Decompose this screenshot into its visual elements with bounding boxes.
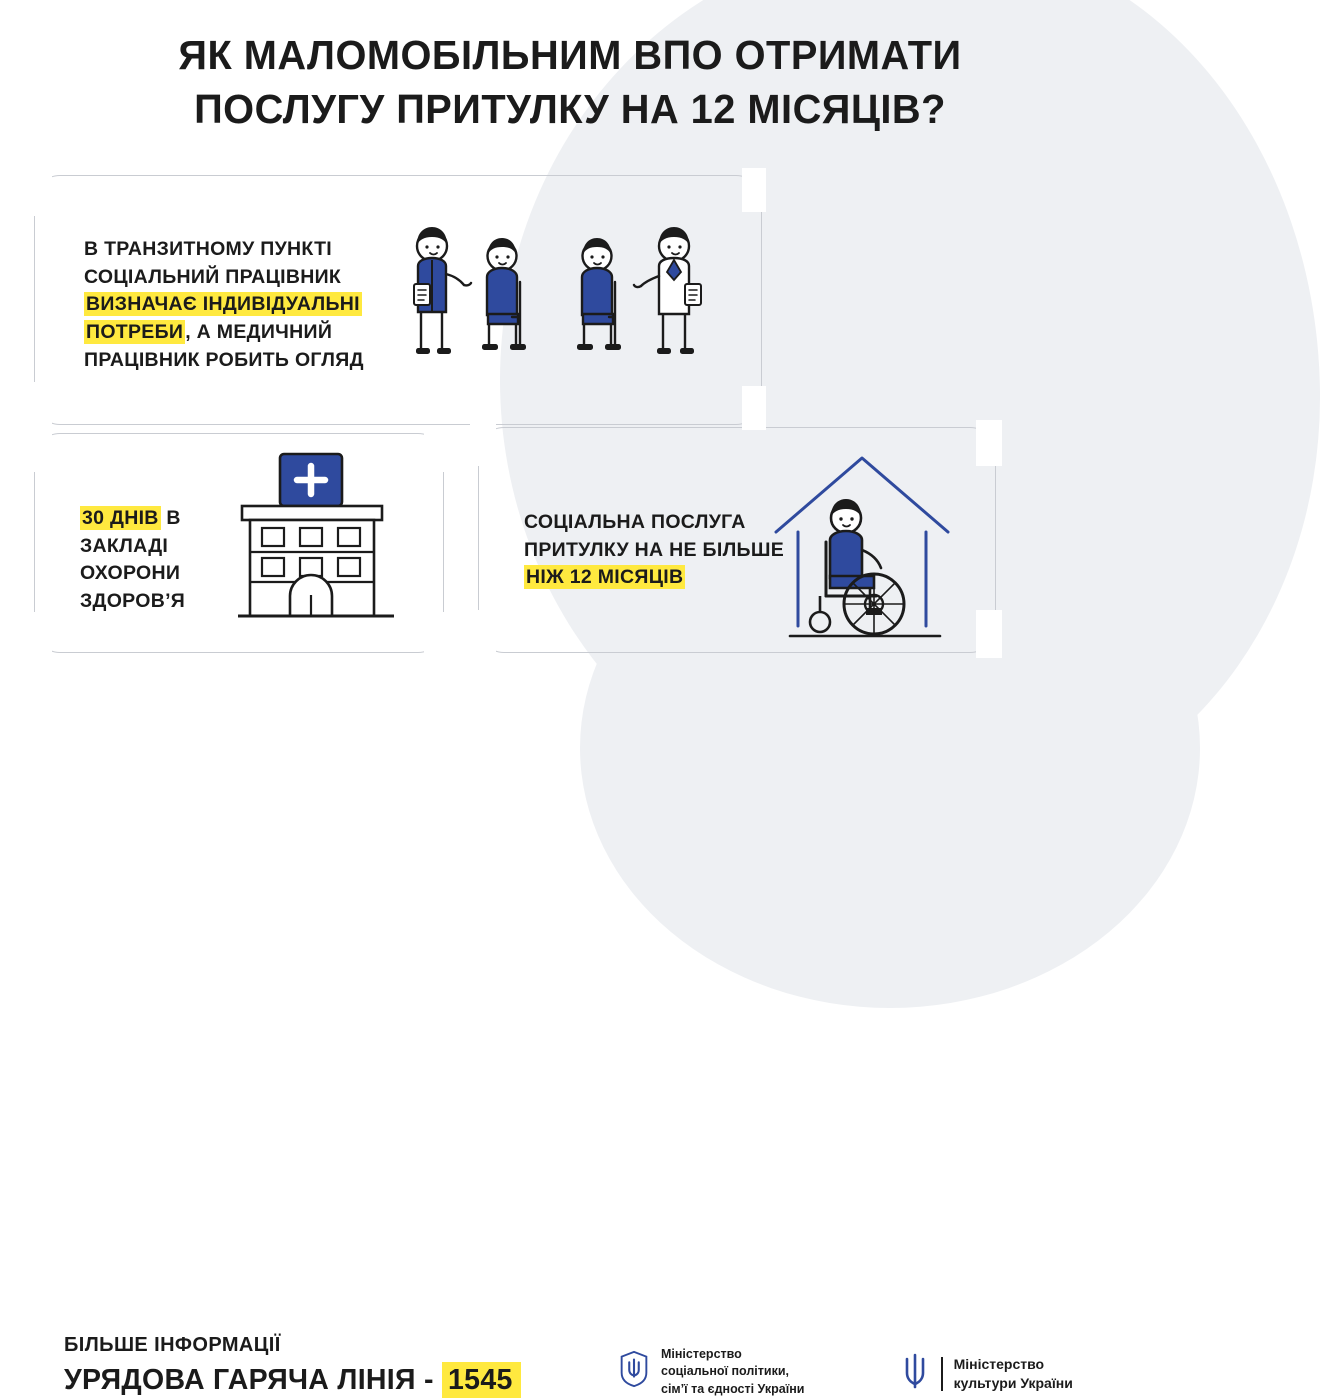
logo-line-1: Міністерство bbox=[953, 1355, 1045, 1372]
footer bbox=[0, 658, 1140, 1396]
border-mask bbox=[976, 610, 1002, 658]
hotline-number: 1545 bbox=[442, 1362, 521, 1398]
text-highlight: 30 ДНІВ bbox=[82, 507, 159, 529]
logo-line-3: сім’ї та єдності України bbox=[661, 1381, 805, 1396]
text-highlight: НІЖ 12 МІСЯЦІВ bbox=[526, 566, 684, 589]
card-health-facility-text bbox=[80, 505, 230, 616]
logo-line-2: соціальної політики, bbox=[661, 1364, 790, 1379]
text-highlight: ВИЗНАЧАЄ ІНДИВІДУАЛЬНІ ПОТРЕБИ bbox=[86, 293, 360, 344]
logo-ministry-culture bbox=[900, 1352, 1073, 1395]
border-mask bbox=[28, 612, 52, 658]
border-mask bbox=[470, 420, 496, 466]
border-mask bbox=[976, 420, 1002, 466]
hotline-label: УРЯДОВА ГАРЯЧА ЛІНІЯ - bbox=[64, 1364, 443, 1396]
logo-line-2: культури України bbox=[953, 1374, 1073, 1391]
illustration-two-consultation-scenes bbox=[392, 222, 737, 372]
tryzub-icon bbox=[900, 1352, 930, 1395]
border-mask bbox=[424, 426, 450, 472]
border-mask bbox=[28, 168, 52, 216]
border-mask bbox=[470, 610, 496, 658]
illustration-hospital-building bbox=[224, 452, 410, 629]
hotline-line bbox=[64, 1364, 521, 1397]
logo-divider bbox=[941, 1357, 943, 1391]
logo-ministry-social-policy bbox=[618, 1346, 804, 1398]
tryzub-shield-icon bbox=[618, 1350, 650, 1393]
page-title-line-1: ЯК МАЛОМОБІЛЬНИМ ВПО ОТРИМАТИ bbox=[178, 32, 962, 78]
page-title bbox=[17, 28, 1123, 136]
border-mask bbox=[742, 386, 766, 430]
more-info-label: БІЛЬШЕ ІНФОРМАЦІЇ bbox=[64, 1334, 281, 1356]
logo-line-1: Міністерство bbox=[661, 1347, 742, 1361]
text-segment: СОЦІАЛЬНА ПОСЛУГА ПРИТУЛКУ НА НЕ БІЛЬШЕ bbox=[524, 511, 785, 561]
card-shelter-service-text bbox=[524, 509, 804, 592]
border-mask bbox=[742, 168, 766, 212]
logo-ministry-social-policy-text bbox=[661, 1346, 804, 1398]
logo-ministry-culture-text bbox=[954, 1355, 1073, 1393]
text-segment: В ЗАКЛАДІ ОХОРОНИ ЗДОРОВ’Я bbox=[80, 507, 186, 613]
border-mask bbox=[424, 612, 450, 658]
border-mask bbox=[28, 426, 52, 472]
text-segment: В ТРАНЗИТНОМУ ПУНКТІ СОЦІАЛЬНИЙ ПРАЦІВНИК bbox=[84, 238, 342, 288]
page-title-line-2: ПОСЛУГУ ПРИТУЛКУ НА 12 МІСЯЦІВ? bbox=[194, 86, 946, 133]
text-segment: , А МЕДИЧНИЙ ПРАЦІВНИК РОБИТЬ ОГЛЯД bbox=[84, 321, 364, 371]
card-transit-point-text bbox=[84, 236, 384, 374]
illustration-house-wheelchair-person bbox=[770, 446, 960, 651]
border-mask bbox=[28, 382, 52, 430]
